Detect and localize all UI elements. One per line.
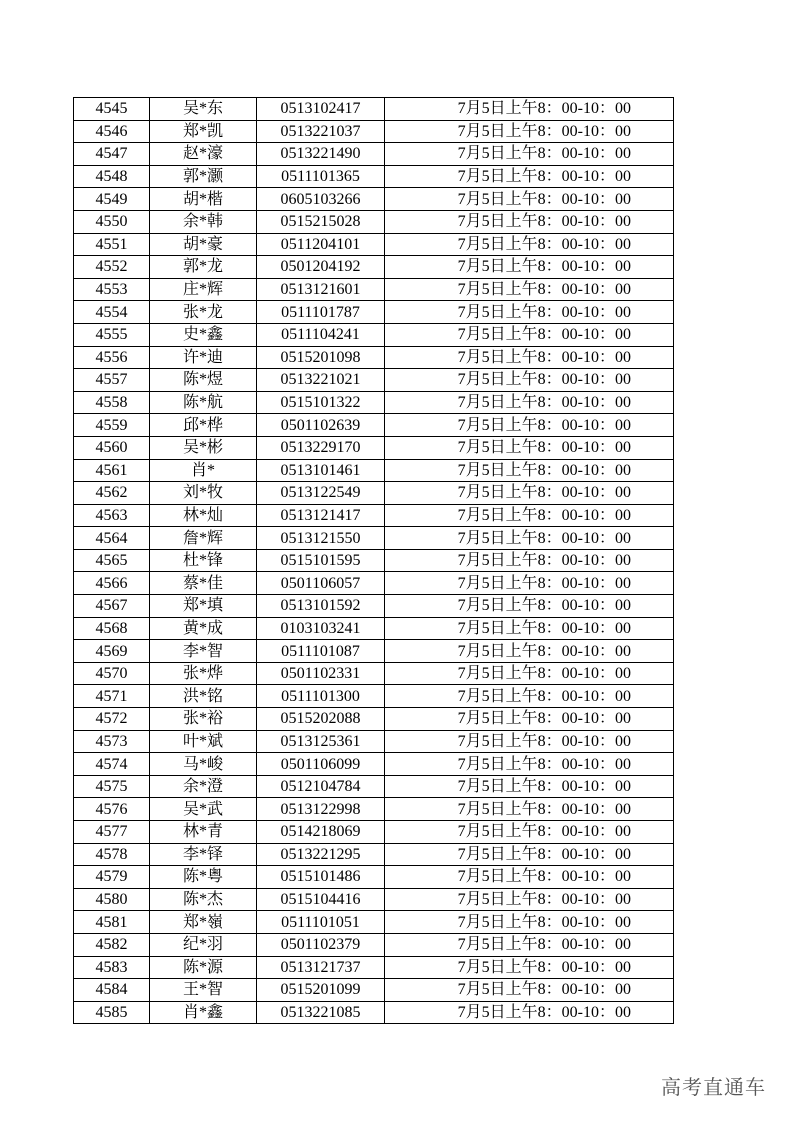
table-row bbox=[74, 391, 674, 414]
table-row bbox=[74, 256, 674, 279]
cell-number: 4547 bbox=[74, 143, 150, 166]
cell-number: 4567 bbox=[74, 595, 150, 618]
cell-number: 4551 bbox=[74, 233, 150, 256]
cell-exam-time: 7月5日上午8：00-10：00 bbox=[385, 436, 674, 459]
table-row bbox=[74, 933, 674, 956]
cell-exam-time: 7月5日上午8：00-10：00 bbox=[385, 572, 674, 595]
table-row bbox=[74, 549, 674, 572]
cell-name: 吴*东 bbox=[150, 98, 257, 121]
cell-name: 纪*羽 bbox=[150, 933, 257, 956]
cell-number: 4546 bbox=[74, 120, 150, 143]
table-row bbox=[74, 504, 674, 527]
cell-name: 郑*填 bbox=[150, 595, 257, 618]
cell-exam-time: 7月5日上午8：00-10：00 bbox=[385, 1001, 674, 1024]
cell-number: 4563 bbox=[74, 504, 150, 527]
cell-name: 吴*武 bbox=[150, 798, 257, 821]
cell-exam-time: 7月5日上午8：00-10：00 bbox=[385, 821, 674, 844]
cell-exam-time: 7月5日上午8：00-10：00 bbox=[385, 233, 674, 256]
cell-student-id: 0501106099 bbox=[257, 753, 385, 776]
cell-exam-time: 7月5日上午8：00-10：00 bbox=[385, 888, 674, 911]
cell-student-id: 0513122998 bbox=[257, 798, 385, 821]
cell-number: 4578 bbox=[74, 843, 150, 866]
cell-student-id: 0515201098 bbox=[257, 346, 385, 369]
cell-number: 4573 bbox=[74, 730, 150, 753]
cell-student-id: 0511204101 bbox=[257, 233, 385, 256]
cell-number: 4585 bbox=[74, 1001, 150, 1024]
cell-exam-time: 7月5日上午8：00-10：00 bbox=[385, 414, 674, 437]
cell-exam-time: 7月5日上午8：00-10：00 bbox=[385, 843, 674, 866]
cell-name: 庄*辉 bbox=[150, 278, 257, 301]
cell-student-id: 0513221490 bbox=[257, 143, 385, 166]
cell-student-id: 0103103241 bbox=[257, 617, 385, 640]
cell-exam-time: 7月5日上午8：00-10：00 bbox=[385, 662, 674, 685]
table-row bbox=[74, 979, 674, 1002]
cell-exam-time: 7月5日上午8：00-10：00 bbox=[385, 210, 674, 233]
cell-exam-time: 7月5日上午8：00-10：00 bbox=[385, 730, 674, 753]
cell-name: 史*鑫 bbox=[150, 323, 257, 346]
table-row bbox=[74, 821, 674, 844]
cell-exam-time: 7月5日上午8：00-10：00 bbox=[385, 708, 674, 731]
cell-name: 赵*濠 bbox=[150, 143, 257, 166]
table-row bbox=[74, 436, 674, 459]
cell-student-id: 0511101300 bbox=[257, 685, 385, 708]
cell-student-id: 0515104416 bbox=[257, 888, 385, 911]
cell-number: 4571 bbox=[74, 685, 150, 708]
cell-exam-time: 7月5日上午8：00-10：00 bbox=[385, 956, 674, 979]
table-row bbox=[74, 188, 674, 211]
cell-exam-time: 7月5日上午8：00-10：00 bbox=[385, 911, 674, 934]
cell-number: 4548 bbox=[74, 165, 150, 188]
cell-student-id: 0501102639 bbox=[257, 414, 385, 437]
cell-number: 4559 bbox=[74, 414, 150, 437]
cell-exam-time: 7月5日上午8：00-10：00 bbox=[385, 527, 674, 550]
cell-name: 王*智 bbox=[150, 979, 257, 1002]
cell-number: 4572 bbox=[74, 708, 150, 731]
table-row bbox=[74, 346, 674, 369]
table-row bbox=[74, 210, 674, 233]
cell-number: 4569 bbox=[74, 640, 150, 663]
cell-exam-time: 7月5日上午8：00-10：00 bbox=[385, 640, 674, 663]
table-row bbox=[74, 414, 674, 437]
cell-exam-time: 7月5日上午8：00-10：00 bbox=[385, 685, 674, 708]
table-row bbox=[74, 323, 674, 346]
cell-student-id: 0511101787 bbox=[257, 301, 385, 324]
cell-number: 4575 bbox=[74, 775, 150, 798]
table-row bbox=[74, 888, 674, 911]
cell-exam-time: 7月5日上午8：00-10：00 bbox=[385, 256, 674, 279]
cell-exam-time: 7月5日上午8：00-10：00 bbox=[385, 549, 674, 572]
cell-name: 陈*粤 bbox=[150, 866, 257, 889]
cell-number: 4574 bbox=[74, 753, 150, 776]
cell-name: 邱*桦 bbox=[150, 414, 257, 437]
cell-number: 4564 bbox=[74, 527, 150, 550]
table-row bbox=[74, 617, 674, 640]
cell-name: 叶*斌 bbox=[150, 730, 257, 753]
table-row bbox=[74, 120, 674, 143]
cell-name: 胡*楷 bbox=[150, 188, 257, 211]
cell-exam-time: 7月5日上午8：00-10：00 bbox=[385, 753, 674, 776]
cell-student-id: 0511101051 bbox=[257, 911, 385, 934]
table-row bbox=[74, 98, 674, 121]
cell-student-id: 0511104241 bbox=[257, 323, 385, 346]
table-row bbox=[74, 572, 674, 595]
table-row bbox=[74, 730, 674, 753]
cell-name: 郑*凯 bbox=[150, 120, 257, 143]
cell-student-id: 0513125361 bbox=[257, 730, 385, 753]
table-row bbox=[74, 301, 674, 324]
table-row bbox=[74, 369, 674, 392]
cell-exam-time: 7月5日上午8：00-10：00 bbox=[385, 979, 674, 1002]
cell-student-id: 0513229170 bbox=[257, 436, 385, 459]
cell-number: 4553 bbox=[74, 278, 150, 301]
table-row bbox=[74, 866, 674, 889]
cell-name: 胡*豪 bbox=[150, 233, 257, 256]
cell-student-id: 0501106057 bbox=[257, 572, 385, 595]
cell-name: 林*青 bbox=[150, 821, 257, 844]
cell-exam-time: 7月5日上午8：00-10：00 bbox=[385, 301, 674, 324]
cell-number: 4570 bbox=[74, 662, 150, 685]
cell-name: 陈*煜 bbox=[150, 369, 257, 392]
cell-number: 4582 bbox=[74, 933, 150, 956]
cell-name: 蔡*佳 bbox=[150, 572, 257, 595]
cell-student-id: 0513221021 bbox=[257, 369, 385, 392]
cell-student-id: 0513121550 bbox=[257, 527, 385, 550]
cell-name: 李*铎 bbox=[150, 843, 257, 866]
cell-name: 詹*辉 bbox=[150, 527, 257, 550]
table-row bbox=[74, 143, 674, 166]
cell-student-id: 0511101365 bbox=[257, 165, 385, 188]
table-row bbox=[74, 685, 674, 708]
cell-student-id: 0501102379 bbox=[257, 933, 385, 956]
cell-number: 4549 bbox=[74, 188, 150, 211]
cell-number: 4566 bbox=[74, 572, 150, 595]
cell-exam-time: 7月5日上午8：00-10：00 bbox=[385, 482, 674, 505]
cell-name: 李*智 bbox=[150, 640, 257, 663]
schedule-table bbox=[73, 97, 674, 1024]
cell-number: 4581 bbox=[74, 911, 150, 934]
cell-number: 4580 bbox=[74, 888, 150, 911]
cell-number: 4579 bbox=[74, 866, 150, 889]
table-row bbox=[74, 911, 674, 934]
cell-student-id: 0515215028 bbox=[257, 210, 385, 233]
cell-name: 张*龙 bbox=[150, 301, 257, 324]
table-row bbox=[74, 956, 674, 979]
cell-student-id: 0512104784 bbox=[257, 775, 385, 798]
cell-student-id: 0501102331 bbox=[257, 662, 385, 685]
cell-name: 余*澄 bbox=[150, 775, 257, 798]
cell-student-id: 0513221037 bbox=[257, 120, 385, 143]
cell-exam-time: 7月5日上午8：00-10：00 bbox=[385, 504, 674, 527]
table-row bbox=[74, 708, 674, 731]
cell-number: 4557 bbox=[74, 369, 150, 392]
cell-student-id: 0515101595 bbox=[257, 549, 385, 572]
cell-exam-time: 7月5日上午8：00-10：00 bbox=[385, 323, 674, 346]
cell-number: 4568 bbox=[74, 617, 150, 640]
cell-exam-time: 7月5日上午8：00-10：00 bbox=[385, 459, 674, 482]
cell-student-id: 0513221295 bbox=[257, 843, 385, 866]
cell-student-id: 0514218069 bbox=[257, 821, 385, 844]
cell-student-id: 0515101486 bbox=[257, 866, 385, 889]
cell-student-id: 0513121417 bbox=[257, 504, 385, 527]
table-row bbox=[74, 595, 674, 618]
table-row bbox=[74, 1001, 674, 1024]
cell-exam-time: 7月5日上午8：00-10：00 bbox=[385, 933, 674, 956]
cell-exam-time: 7月5日上午8：00-10：00 bbox=[385, 391, 674, 414]
cell-number: 4562 bbox=[74, 482, 150, 505]
cell-name: 肖*鑫 bbox=[150, 1001, 257, 1024]
cell-exam-time: 7月5日上午8：00-10：00 bbox=[385, 369, 674, 392]
table-row bbox=[74, 165, 674, 188]
cell-name: 马*峻 bbox=[150, 753, 257, 776]
cell-student-id: 0513101592 bbox=[257, 595, 385, 618]
cell-student-id: 0513102417 bbox=[257, 98, 385, 121]
table-row bbox=[74, 233, 674, 256]
cell-name: 林*灿 bbox=[150, 504, 257, 527]
table-row bbox=[74, 482, 674, 505]
cell-exam-time: 7月5日上午8：00-10：00 bbox=[385, 165, 674, 188]
cell-student-id: 0513121737 bbox=[257, 956, 385, 979]
cell-student-id: 0515101322 bbox=[257, 391, 385, 414]
cell-exam-time: 7月5日上午8：00-10：00 bbox=[385, 595, 674, 618]
table-row bbox=[74, 278, 674, 301]
cell-exam-time: 7月5日上午8：00-10：00 bbox=[385, 98, 674, 121]
cell-exam-time: 7月5日上午8：00-10：00 bbox=[385, 346, 674, 369]
cell-number: 4577 bbox=[74, 821, 150, 844]
cell-number: 4552 bbox=[74, 256, 150, 279]
cell-name: 肖* bbox=[150, 459, 257, 482]
cell-name: 吴*彬 bbox=[150, 436, 257, 459]
cell-number: 4545 bbox=[74, 98, 150, 121]
cell-number: 4550 bbox=[74, 210, 150, 233]
cell-number: 4561 bbox=[74, 459, 150, 482]
table-row bbox=[74, 662, 674, 685]
table-row bbox=[74, 459, 674, 482]
cell-number: 4560 bbox=[74, 436, 150, 459]
cell-exam-time: 7月5日上午8：00-10：00 bbox=[385, 188, 674, 211]
cell-exam-time: 7月5日上午8：00-10：00 bbox=[385, 775, 674, 798]
table-row bbox=[74, 640, 674, 663]
cell-name: 张*裕 bbox=[150, 708, 257, 731]
schedule-table-body bbox=[74, 98, 674, 1024]
cell-name: 杜*锋 bbox=[150, 549, 257, 572]
cell-name: 郭*灏 bbox=[150, 165, 257, 188]
cell-name: 刘*牧 bbox=[150, 482, 257, 505]
cell-name: 张*烨 bbox=[150, 662, 257, 685]
cell-name: 郭*龙 bbox=[150, 256, 257, 279]
cell-number: 4584 bbox=[74, 979, 150, 1002]
table-row bbox=[74, 775, 674, 798]
cell-student-id: 0515202088 bbox=[257, 708, 385, 731]
cell-exam-time: 7月5日上午8：00-10：00 bbox=[385, 617, 674, 640]
cell-number: 4555 bbox=[74, 323, 150, 346]
cell-name: 黄*成 bbox=[150, 617, 257, 640]
cell-number: 4556 bbox=[74, 346, 150, 369]
cell-name: 陈*航 bbox=[150, 391, 257, 414]
cell-name: 许*迪 bbox=[150, 346, 257, 369]
table-row bbox=[74, 753, 674, 776]
cell-exam-time: 7月5日上午8：00-10：00 bbox=[385, 866, 674, 889]
cell-student-id: 0513122549 bbox=[257, 482, 385, 505]
cell-exam-time: 7月5日上午8：00-10：00 bbox=[385, 120, 674, 143]
cell-student-id: 0513101461 bbox=[257, 459, 385, 482]
cell-exam-time: 7月5日上午8：00-10：00 bbox=[385, 278, 674, 301]
cell-name: 余*韩 bbox=[150, 210, 257, 233]
watermark-text: 高考直通车 bbox=[661, 1075, 766, 1099]
cell-name: 陈*杰 bbox=[150, 888, 257, 911]
cell-number: 4565 bbox=[74, 549, 150, 572]
cell-student-id: 0515201099 bbox=[257, 979, 385, 1002]
cell-name: 洪*铭 bbox=[150, 685, 257, 708]
cell-number: 4554 bbox=[74, 301, 150, 324]
cell-student-id: 0513121601 bbox=[257, 278, 385, 301]
table-row bbox=[74, 843, 674, 866]
cell-exam-time: 7月5日上午8：00-10：00 bbox=[385, 143, 674, 166]
cell-exam-time: 7月5日上午8：00-10：00 bbox=[385, 798, 674, 821]
cell-student-id: 0501204192 bbox=[257, 256, 385, 279]
table-row bbox=[74, 527, 674, 550]
cell-name: 郑*嶺 bbox=[150, 911, 257, 934]
cell-student-id: 0511101087 bbox=[257, 640, 385, 663]
cell-student-id: 0605103266 bbox=[257, 188, 385, 211]
cell-number: 4583 bbox=[74, 956, 150, 979]
cell-name: 陈*源 bbox=[150, 956, 257, 979]
cell-student-id: 0513221085 bbox=[257, 1001, 385, 1024]
table-row bbox=[74, 798, 674, 821]
cell-number: 4558 bbox=[74, 391, 150, 414]
cell-number: 4576 bbox=[74, 798, 150, 821]
